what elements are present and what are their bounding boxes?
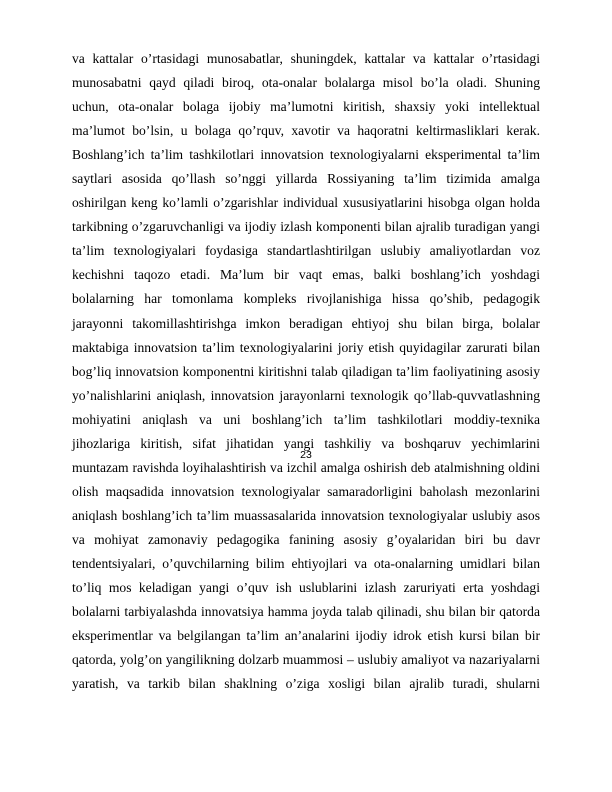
text-line: jihozlariga kiritish, sifat jihatidan yangi tashkiliy va boshqaruv yechimlarini (72, 435, 540, 451)
text-line: ma’lumot bo’lsin, u bolaga qo’rquv, xavotir va haqoratni keltirmasliklari kerak. (72, 123, 540, 139)
text-line: ta’lim texnologiyalari foydasiga standartlashtirilgan uslubiy amaliyotlardan voz (72, 243, 540, 259)
text-line: kechishni taqozo etadi. Ma’lum bir vaqt emas, balki boshlang’ich yoshdagi (72, 267, 540, 283)
text-line: uchun, ota-onalar bolaga ijobiy ma’lumotni kiritish, shaxsiy yoki intellektual (72, 99, 540, 115)
text-line: va kattalar o’rtasidagi munosabatlar, shuningdek, kattalar va kattalar o’rtasidagi (72, 51, 540, 66)
text-line: qatorda, yolg’on yangilikning dolzarb muammosi – uslubiy amaliyot va nazariyalarni (72, 652, 540, 668)
text-line: jarayonni takomillashtirishga imkon beradigan ehtiyoj shu bilan birga, bolalar (72, 315, 540, 331)
body-text (72, 47, 540, 696)
text-line: tendentsiyalari, o’quvchilarning bilim ehtiyojlari va ota-onalarning umidlari bilan (72, 555, 540, 571)
text-line: tarkibning o’zgaruvchanligi va ijodiy izlash komponenti bilan ajralib turadigan yangi (72, 219, 540, 235)
text-line: yo’nalishlarini aniqlash, innovatsion jarayonlarni texnologik qo’llab-quvvatlashning (72, 387, 540, 403)
text-line: munosabatni qayd qiladi biroq, ota-onalar bolalarga misol bo’la oladi. Shuning (72, 75, 540, 91)
text-line: muntazam ravishda loyihalashtirish va izchil amalga oshirish deb atalmishning oldini (72, 459, 540, 475)
text-line: va mohiyat zamonaviy pedagogika fanining asosiy g’oyalaridan biri bu davr (72, 531, 540, 547)
text-line: bolalarning har tomonlama kompleks rivojlanishiga hissa qo’shib, pedagogik (72, 291, 540, 307)
text-line: bog’liq innovatsion komponentni kiritishni talab qiladigan ta’lim faoliyatining asosiy (72, 363, 540, 379)
text-line: eksperimentlar va belgilangan ta’lim an’analarini ijodiy idrok etish kursi bilan bir (72, 628, 540, 644)
page-number: 23 (300, 449, 312, 461)
text-line: Boshlang’ich ta’lim tashkilotlari innovatsion texnologiyalarni eksperimental ta’lim (72, 147, 540, 163)
text-line: bolalarni tarbiyalashda innovatsiya hamma joyda talab qilinadi, shu bilan bir qatorda (72, 604, 540, 620)
text-line: mohiyatini aniqlash va uni boshlang’ich ta’lim tashkilotlari moddiy-texnika (72, 411, 540, 427)
text-line: oshirilgan keng ko’lamli o’zgarishlar individual xususiyatlarini hisobga olgan holda (72, 195, 540, 211)
text-line: olish maqsadida innovatsion texnologiyalar samaradorligini baholash mezonlarini (72, 483, 540, 499)
text-line: maktabiga innovatsion ta’lim texnologiyalarini joriy etish quyidagilar zarurati bilan (72, 339, 540, 355)
text-line: to’liq mos keladigan yangi o’quv ish uslublarini izlash zaruriyati erta yoshdagi (72, 580, 540, 596)
text-line: yaratish, va tarkib bilan shaklning o’ziga xosligi bilan ajralib turadi, shularni (72, 676, 540, 692)
text-line: aniqlash boshlang’ich ta’lim muassasalarida innovatsion texnologiyalar uslubiy asos (72, 507, 540, 523)
text-line: saytlari asosida qo’llash so’nggi yillarda Rossiyaning ta’lim tizimida amalga (72, 171, 540, 187)
